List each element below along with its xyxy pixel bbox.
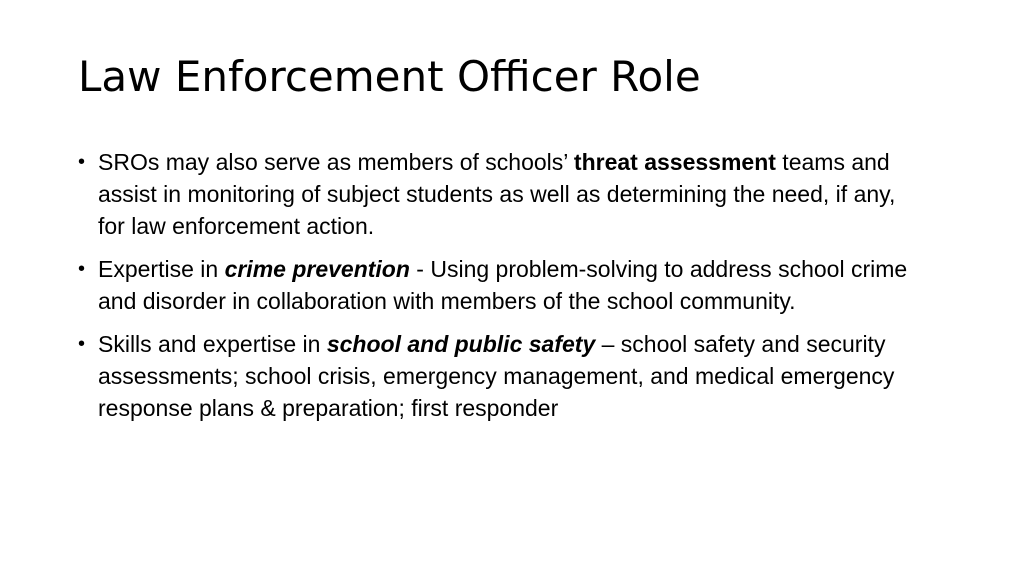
bullet-text-after: – school safety and security assessments; school crisis, emergency management, and medical emergency response plans & preparation; first responder bbox=[98, 331, 895, 421]
bullet-text-before: SROs may also serve as members of schools’ bbox=[98, 149, 574, 175]
bullet-dot: • bbox=[78, 258, 86, 280]
bullet-dot: • bbox=[78, 333, 86, 355]
bullet-text-after: - Using problem-solving to address school crime and disorder in collaboration with members of the school community. bbox=[98, 256, 908, 314]
bullet-dot: • bbox=[78, 151, 86, 173]
bullet-item-crime-prevention bbox=[78, 253, 928, 317]
bullet-text-after: teams and assist in monitoring of subject students as well as determining the need, if any, for law enforcement action. bbox=[98, 149, 896, 239]
bullet-item-threat-assessment bbox=[78, 146, 928, 242]
bullet-text-before: Skills and expertise in bbox=[98, 331, 327, 357]
bullet-emphasis: crime prevention bbox=[224, 256, 410, 282]
bullet-emphasis: threat assessment bbox=[573, 149, 776, 175]
bullet-list bbox=[78, 146, 928, 435]
bullet-item-public-safety bbox=[78, 328, 928, 424]
bullet-emphasis: school and public safety bbox=[326, 331, 596, 357]
slide-title: Law Enforcement Officer Role bbox=[78, 52, 701, 101]
bullet-text-before: Expertise in bbox=[98, 256, 225, 282]
